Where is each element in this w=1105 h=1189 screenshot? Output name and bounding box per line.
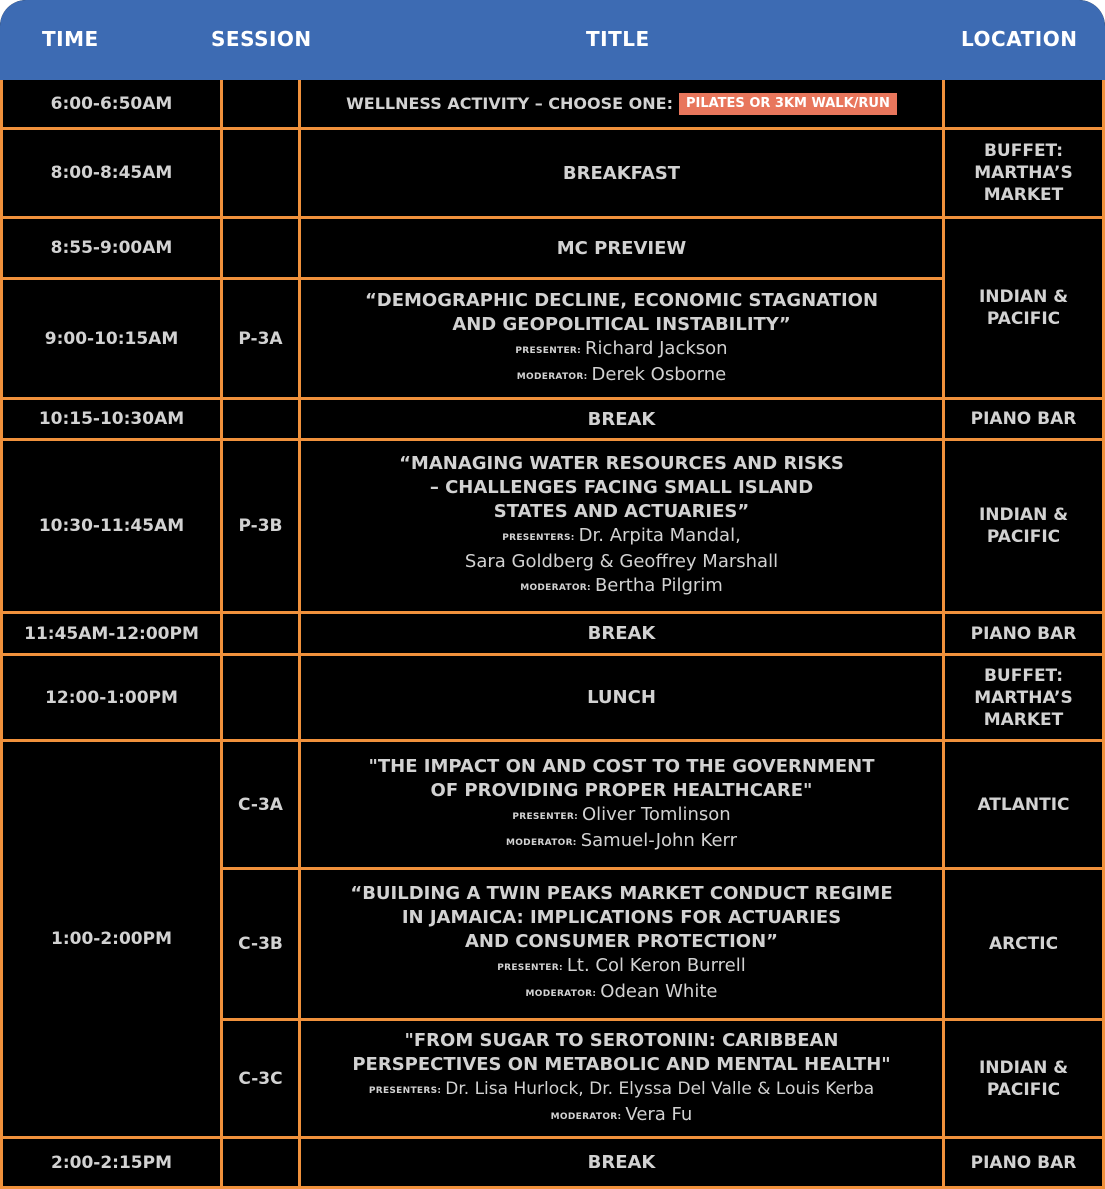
talk-title-line: – CHALLENGES FACING SMALL ISLAND	[429, 477, 814, 498]
moderator-line	[526, 980, 718, 1006]
moderator-line	[517, 363, 726, 389]
session-c3b-details	[301, 870, 942, 1018]
time-cell: 8:55-9:00AM	[50, 238, 173, 258]
presenter-name: Richard Jackson	[585, 337, 728, 359]
presenter-names: Dr. Arpita Mandal,	[578, 525, 741, 546]
presenter-line	[497, 954, 746, 980]
presenter-names: Dr. Lisa Hurlock, Dr. Elyssa Del Valle & Louis Kerba	[445, 1078, 875, 1099]
session-c3a-details	[301, 742, 942, 867]
location-line: MARKET	[983, 709, 1064, 730]
moderator-name: Bertha Pilgrim	[594, 575, 723, 596]
session-p3b-details	[301, 441, 942, 611]
talk-title-line: OF PROVIDING PROPER HEALTHCARE"	[430, 779, 813, 801]
break-title: BREAK	[587, 623, 656, 644]
wellness-title	[301, 80, 942, 127]
presenter-line	[512, 803, 730, 829]
location-line: INDIAN &	[978, 505, 1069, 525]
time-cell: 1:00-2:00PM	[50, 929, 172, 949]
location-line: MARTHA’S	[974, 687, 1073, 708]
talk-title-line: PERSPECTIVES ON METABOLIC AND MENTAL HEALTH"	[352, 1053, 891, 1075]
session-code: P-3A	[238, 328, 283, 349]
session-code: C-3C	[238, 1068, 283, 1089]
presenter-label: PRESENTER:	[512, 811, 578, 822]
time-cell: 11:45AM-12:00PM	[24, 623, 199, 644]
presenters-label: PRESENTERS:	[502, 533, 575, 543]
break-location: PIANO BAR	[970, 409, 1077, 429]
moderator-label: MODERATOR:	[525, 989, 597, 999]
time-cell: 9:00-10:15AM	[44, 328, 179, 349]
header-time: TIME	[42, 27, 99, 51]
moderator-label: MODERATOR:	[520, 583, 591, 593]
lunch-location	[945, 656, 1102, 739]
talk-title-line: “BUILDING A TWIN PEAKS MARKET CONDUCT REGIME	[350, 883, 893, 904]
location-line: INDIAN &	[978, 1057, 1069, 1078]
location-line: INDIAN &	[978, 287, 1069, 307]
moderator-name: Odean White	[600, 981, 718, 1002]
wellness-title-text: WELLNESS ACTIVITY – CHOOSE ONE:	[346, 94, 673, 113]
moderator-name: Vera Fu	[625, 1103, 693, 1125]
header-session: SESSION	[211, 27, 312, 51]
location-line: MARKET	[983, 185, 1064, 205]
location-line: BUFFET:	[983, 665, 1064, 686]
time-cell: 2:00-2:15PM	[50, 1152, 172, 1173]
time-cell: 12:00-1:00PM	[45, 687, 178, 708]
moderator-label: MODERATOR:	[516, 371, 588, 382]
break-title: BREAK	[587, 408, 656, 430]
presenter-line	[515, 337, 727, 363]
presenter-name: Oliver Tomlinson	[581, 803, 731, 825]
talk-title-line: "FROM SUGAR TO SEROTONIN: CARIBBEAN	[404, 1029, 839, 1051]
talk-title-line: AND CONSUMER PROTECTION”	[464, 931, 778, 952]
moderator-line	[506, 829, 737, 855]
session-code: C-3B	[238, 934, 283, 954]
talk-title-line: "THE IMPACT ON AND COST TO THE GOVERNMENT	[368, 755, 875, 777]
break-title: BREAK	[587, 1152, 656, 1173]
break-location: PIANO BAR	[970, 1152, 1077, 1173]
moderator-label: MODERATOR:	[550, 1111, 622, 1122]
location-line: PACIFIC	[986, 1079, 1061, 1100]
session-p3a-details	[301, 280, 942, 397]
presenter-label: PRESENTER:	[497, 963, 563, 973]
location-line: PACIFIC	[986, 527, 1061, 547]
presenters-line	[502, 524, 741, 550]
presenters-label: PRESENTERS:	[368, 1085, 442, 1096]
wellness-options-tag: PILATES OR 3KM WALK/RUN	[679, 93, 897, 115]
moderator-label: MODERATOR:	[505, 837, 577, 848]
moderator-line	[520, 574, 723, 600]
break-location: PIANO BAR	[970, 623, 1077, 644]
p3b-location	[945, 441, 1102, 611]
talk-title-line: “DEMOGRAPHIC DECLINE, ECONOMIC STAGNATION	[364, 289, 879, 311]
presenters-line-2: Sara Goldberg & Geoffrey Marshall	[464, 551, 779, 572]
presenter-label: PRESENTER:	[515, 345, 582, 356]
talk-title-line: “MANAGING WATER RESOURCES AND RISKS	[399, 453, 844, 474]
table-header	[0, 0, 1105, 80]
session-code: C-3A	[238, 794, 283, 815]
mc-preview-title: MC PREVIEW	[556, 237, 687, 259]
lunch-title: LUNCH	[587, 687, 656, 708]
header-location: LOCATION	[961, 27, 1078, 51]
moderator-name: Samuel-John Kerr	[580, 829, 738, 851]
talk-title-line: STATES AND ACTUARIES”	[493, 501, 750, 522]
breakfast-location	[945, 130, 1102, 216]
moderator-line	[551, 1103, 693, 1129]
presenter-name: Lt. Col Keron Burrell	[566, 955, 746, 976]
session-c3c-details	[301, 1021, 942, 1136]
location-line: BUFFET:	[983, 141, 1064, 161]
talk-title-line: IN JAMAICA: IMPLICATIONS FOR ACTUARIES	[401, 907, 842, 928]
moderator-name: Derek Osborne	[591, 363, 727, 385]
time-cell: 10:15-10:30AM	[38, 409, 185, 429]
c3b-location: ARCTIC	[988, 934, 1059, 954]
location-line: PACIFIC	[986, 309, 1061, 329]
c3c-location	[945, 1021, 1102, 1136]
indian-pacific-location	[945, 219, 1102, 397]
session-code: P-3B	[238, 516, 283, 536]
talk-title-line: AND GEOPOLITICAL INSTABILITY”	[452, 313, 791, 335]
presenters-line	[369, 1077, 874, 1103]
time-cell: 6:00-6:50AM	[50, 93, 173, 114]
header-title: TITLE	[586, 27, 650, 51]
c3a-location: ATLANTIC	[977, 794, 1070, 815]
time-cell: 8:00-8:45AM	[50, 163, 173, 183]
location-line: MARTHA’S	[974, 163, 1073, 183]
breakfast-title: BREAKFAST	[562, 162, 681, 184]
time-cell: 10:30-11:45AM	[38, 516, 185, 536]
